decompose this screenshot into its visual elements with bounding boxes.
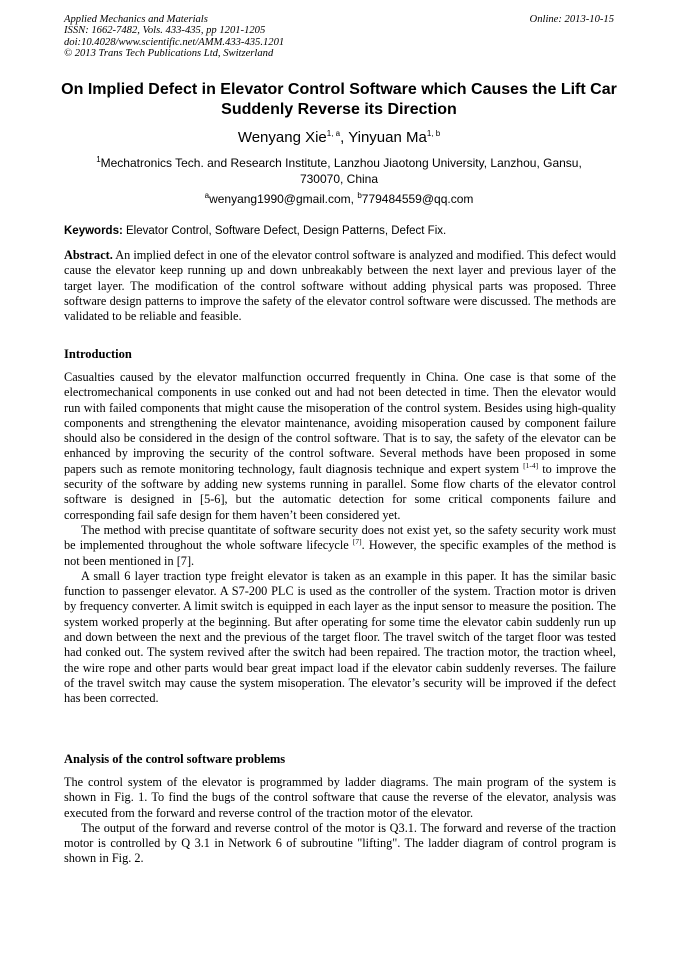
keywords-text: Elevator Control, Software Defect, Design Patterns, Defect Fix. (122, 225, 447, 237)
author-affiliation-mark: 1, b (426, 129, 441, 138)
paragraph-text: The method with precise quantitate of software security does not exist yet, so the safety security work must be implemented throughout the whole software lifecycle (64, 522, 616, 553)
keywords-label: Keywords: (64, 225, 123, 237)
email-mark: b (357, 191, 362, 200)
analysis-body (64, 775, 616, 867)
paragraph-text: to improve the security of the software by adding new systems running in parallel. Some flow charts of the elevator control software is designed in [5-6], but the automatic detection for some critical components failure and corresponding fail safe design for them haven’t been considered yet. (64, 461, 616, 522)
section-heading-analysis: Analysis of the control software problems (64, 752, 286, 766)
author-name: Wenyang Xie (237, 129, 327, 146)
journal-name: Applied Mechanics and Materials (64, 14, 208, 25)
introduction-body (64, 370, 616, 707)
paragraph (64, 370, 616, 523)
section-heading-introduction: Introduction (64, 347, 132, 361)
email-mark: a (204, 191, 210, 200)
copyright-line: © 2013 Trans Tech Publications Ltd, Switzerland (64, 48, 274, 60)
paper-title: On Implied Defect in Elevator Control Software which Causes the Lift Car Suddenly Reverse its Direction (61, 81, 617, 118)
paragraph: The output of the forward and reverse control of the motor is Q3.1. The forward and reverse of the traction motor is controlled by Q 3.1 in Network 6 of subroutine "lifting". The ladder diagram of control program is shown in Fig. 2. (64, 820, 616, 866)
author-emails (64, 192, 614, 206)
abstract-label: Abstract. (64, 248, 113, 262)
affiliation-text: Mechatronics Tech. and Research Institute, Lanzhou Jiaotong University, Lanzhou, Gansu, 730070, China (100, 156, 582, 186)
abstract-text: An implied defect in one of the elevator control software is analyzed and modified. This defect would cause the elevator keep running up and down unbreakably between the next layer and previous layer of the target layer. The modification of the control software without adding physical parts was proposed. Three software design patterns to improve the safety of the elevator control software were discussed. The methods are validated to be reliable and feasible. (64, 248, 616, 324)
author-name: Yinyuan Ma (348, 129, 427, 146)
paragraph-text: Casualties caused by the elevator malfunction occurred frequently in China. One case is that some of the electromechanical components in use conked out and had not been detected in time. Then the elevator would run with failed components that might cause the misoperation of the control system. Besides using high-quality components and strengthening the elevator maintenance, avoiding misoperation caused by component failure should also be considered in the design of the control software. That is to say, the safety of the elevator can be enhanced by improving the security of the control software. Several methods have been proposed in some papers such as remote monitoring technology, fault diagnosis technique and expert system (64, 370, 616, 476)
email-b: 779484559@qq.com (361, 192, 474, 206)
affiliation (80, 156, 598, 187)
paragraph: The control system of the elevator is programmed by ladder diagrams. The main program of the system is shown in Fig. 1. To find the bugs of the control software that cause the reverse of the elevator, analysis was executed from the forward and reverse control of the traction motor of the elevator. (64, 775, 616, 820)
paragraph (64, 523, 616, 569)
journal-header (64, 14, 284, 60)
citation: [1-4] (523, 460, 539, 470)
paragraph-text: . However, the specific examples of the method is not been mentioned in [7]. (64, 538, 616, 568)
online-date: Online: 2013-10-15 (529, 14, 614, 25)
issn-line: ISSN: 1662-7482, Vols. 433-435, pp 1201-1205 (64, 25, 266, 37)
author-list (64, 129, 614, 146)
doi-line: doi:10.4028/www.scientific.net/AMM.433-435.1201 (64, 36, 285, 48)
paragraph: A small 6 layer traction type freight elevator is taken as an example in this paper. It has the similar basic function to passenger elevator. A S7-200 PLC is used as the controller of the system. Traction motor is driven by frequency converter. A limit switch is equipped in each layer as the input sensor to measure the position. The system worked properly at the beginning. But after operating for some time the elevator cabin suddenly run up and down between the next and the previous of the target floor. The travel switch of the target floor was tested had conked out. The system revived after the switch had been repaired. The traction motor, the traction wheel, the wire rope and other parts would bear great impact load if the elevator cabin suddenly reverses. The failure of the travel switch may cause the system misoperation. The elevator’s security will be improved if the defect has been corrected. (64, 568, 616, 706)
author-affiliation-mark: 1, a (326, 129, 341, 138)
keywords (64, 225, 616, 237)
email-a: wenyang1990@gmail.com, (209, 192, 358, 206)
affiliation-mark: 1 (96, 155, 101, 164)
author-separator: , (340, 129, 349, 146)
abstract (64, 248, 616, 324)
citation: [7] (352, 537, 362, 547)
